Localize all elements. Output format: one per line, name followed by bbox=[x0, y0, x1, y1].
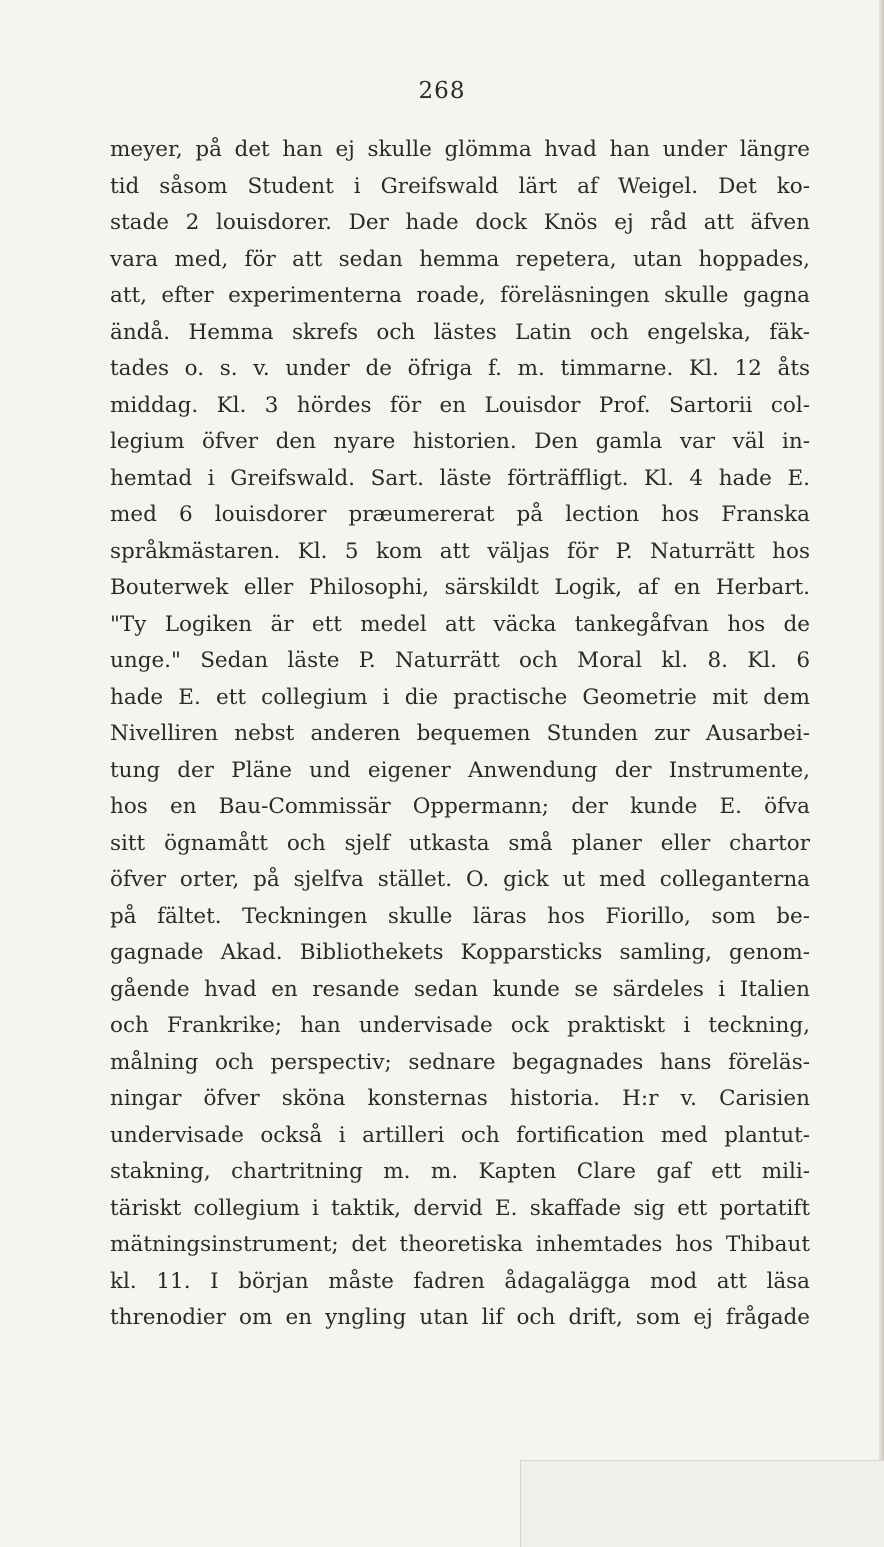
body-text bbox=[110, 132, 810, 1337]
text-line: meyer, på det han ej skulle glömma hvad han under längre bbox=[110, 137, 810, 162]
text-line: Nivelliren nebst anderen bequemen Stunden zur Ausarbei- bbox=[110, 721, 810, 746]
text-line: stade 2 louisdorer. Der hade dock Knös ej råd att äfven bbox=[110, 210, 810, 235]
text-line: stakning, chartritning m. m. Kapten Clare gaf ett mili- bbox=[110, 1159, 810, 1184]
text-line: täriskt collegium i taktik, dervid E. skaffade sig ett portatift bbox=[110, 1195, 810, 1221]
text-line: gagnade Akad. Bibliothekets Kopparsticks samling, genom- bbox=[110, 940, 810, 965]
page-edge-shadow bbox=[879, 0, 884, 1547]
text-line: sitt ögnamått och sjelf utkasta små planer eller chartor bbox=[110, 830, 810, 856]
text-line: Bouterwek eller Philosophi, särskildt Logik, af en Herbart. bbox=[110, 575, 810, 600]
text-line: hade E. ett collegium i die practische Geometrie mit dem bbox=[110, 684, 810, 710]
text-line: tid såsom Student i Greifswald lärt af Weigel. Det ko- bbox=[110, 173, 810, 199]
text-line: ändå. Hemma skrefs och lästes Latin och engelska, fäk- bbox=[110, 319, 810, 345]
text-line: att, efter experimenterna roade, föreläsningen skulle gagna bbox=[110, 283, 810, 308]
page-number: 268 bbox=[418, 78, 466, 104]
text-line: legium öfver den nyare historien. Den gamla var väl in- bbox=[110, 429, 810, 454]
text-line: och Frankrike; han undervisade ock praktiskt i teckning, bbox=[110, 1013, 810, 1038]
text-line: vara med, för att sedan hemma repetera, utan hoppades, bbox=[110, 246, 810, 272]
text-line: tung der Pläne und eigener Anwendung der Instrumente, bbox=[110, 757, 810, 783]
text-line: gående hvad en resande sedan kunde se särdeles i Italien bbox=[110, 976, 810, 1002]
text-line: unge." Sedan läste P. Naturrätt och Moral kl. 8. Kl. 6 bbox=[110, 648, 810, 673]
text-line: "Ty Logiken är ett medel att väcka tankegåfvan hos de bbox=[110, 611, 810, 637]
text-line: på fältet. Teckningen skulle läras hos Fiorillo, som be- bbox=[110, 903, 810, 929]
text-line: hemtad i Greifswald. Sart. läste förträffligt. Kl. 4 hade E. bbox=[110, 465, 810, 491]
page-corner-fold bbox=[520, 1460, 884, 1547]
text-line: undervisade också i artilleri och fortification med plantut- bbox=[110, 1122, 810, 1148]
text-line: mätningsinstrument; det theoretiska inhemtades hos Thibaut bbox=[110, 1232, 810, 1257]
text-line: målning och perspectiv; sednare begagnades hans föreläs- bbox=[110, 1049, 810, 1075]
text-line: hos en Bau-Commissär Oppermann; der kunde E. öfva bbox=[110, 794, 810, 819]
text-line: middag. Kl. 3 hördes för en Louisdor Prof. Sartorii col- bbox=[110, 392, 810, 418]
text-line: ningar öfver sköna konsternas historia. H:r v. Carisien bbox=[110, 1086, 810, 1111]
text-line: öfver orter, på sjelfva stället. O. gick ut med colleganterna bbox=[110, 867, 810, 892]
text-line: kl. 11. I början måste fadren ådagalägga mod att läsa bbox=[110, 1268, 810, 1294]
text-line: tades o. s. v. under de öfriga f. m. timmarne. Kl. 12 åts bbox=[110, 356, 810, 381]
text-line: med 6 louisdorer præumererat på lection hos Franska bbox=[110, 502, 810, 527]
text-line: språkmästaren. Kl. 5 kom att väljas för P. Naturrätt hos bbox=[110, 538, 810, 564]
text-line: threnodier om en yngling utan lif och drift, som ej frågade bbox=[110, 1305, 810, 1330]
